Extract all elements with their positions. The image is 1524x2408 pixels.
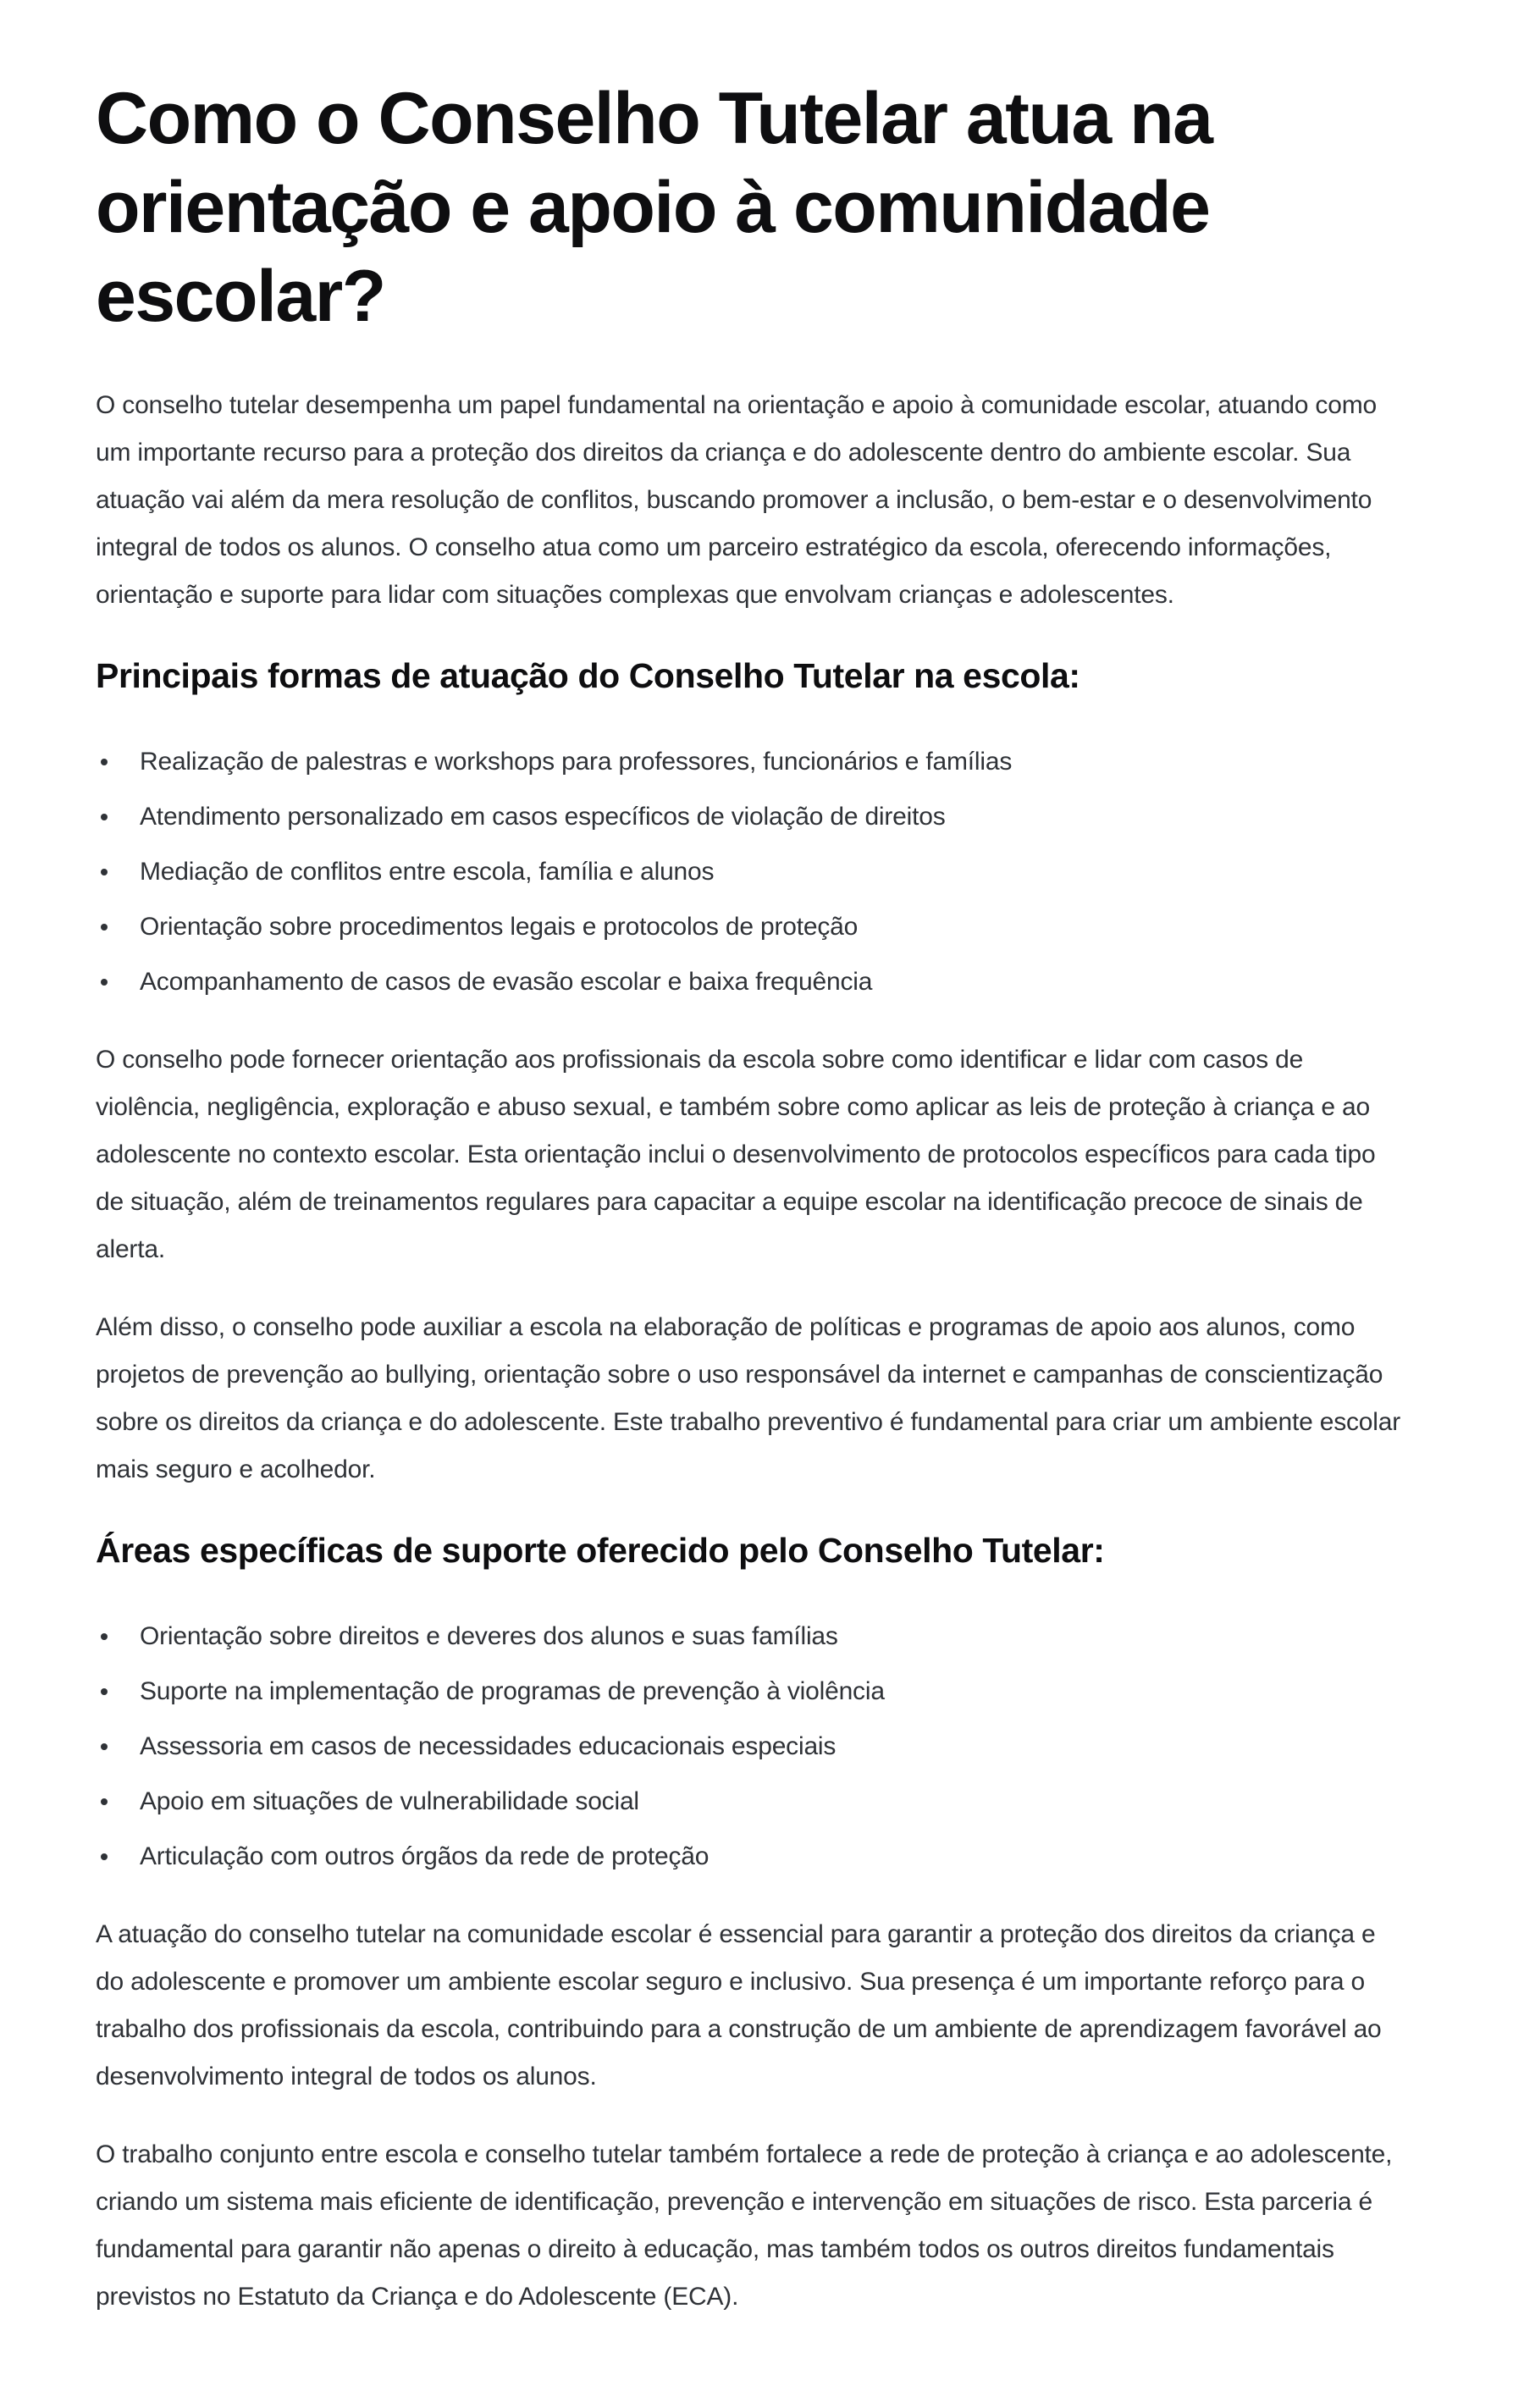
list-item: Realização de palestras e workshops para professores, funcionários e famílias <box>96 738 1404 786</box>
list-item: Mediação de conflitos entre escola, família e alunos <box>96 848 1404 896</box>
paragraph-trabalho-preventivo: Além disso, o conselho pode auxiliar a escola na elaboração de políticas e programas de apoio aos alunos, como projetos de prevenção ao bullying, orientação sobre o uso responsável da internet e campanhas de conscientização sobre os direitos da criança e do adolescente. Este trabalho preventivo é fundamental para criar um ambiente escolar mais seguro e acolhedor. <box>96 1313 1401 1483</box>
paragraph-conclusao: A atuação do conselho tutelar na comunidade escolar é essencial para garantir a proteção dos direitos da criança e do adolescente e promover um ambiente escolar seguro e inclusivo. Sua presença é um importante reforço para o trabalho dos profissionais da escola, contribuindo para a construção de um ambiente de aprendizagem favorável ao desenvolvimento integral de todos os alunos. <box>96 1920 1382 2090</box>
list-item: Orientação sobre procedimentos legais e protocolos de proteção <box>96 903 1404 951</box>
list-item: Apoio em situações de vulnerabilidade social <box>96 1778 1404 1825</box>
list-item: Orientação sobre direitos e deveres dos alunos e suas famílias <box>96 1613 1404 1660</box>
page-title: Como o Conselho Tutelar atua na orientação e apoio à comunidade escolar? <box>96 78 1212 337</box>
section-heading-areas-de-suporte: Áreas específicas de suporte oferecido pelo Conselho Tutelar: <box>96 1531 1105 1570</box>
paragraph-parceria-eca: O trabalho conjunto entre escola e conselho tutelar também fortalece a rede de proteção à criança e ao adolescente, criando um sistema mais eficiente de identificação, prevenção e intervenção em situações de risco. Esta parceria é fundamental para garantir não apenas o direito à educação, mas também todos os outros direitos fundamentais previstos no Estatuto da Criança e do Adolescente (ECA). <box>96 2140 1393 2311</box>
section-heading-formas-de-atuacao: Principais formas de atuação do Conselho Tutelar na escola: <box>96 656 1080 695</box>
list-item: Articulação com outros órgãos da rede de proteção <box>96 1833 1404 1881</box>
atuacao-list <box>96 738 1404 1006</box>
paragraph-orientacao-profissionais: O conselho pode fornecer orientação aos profissionais da escola sobre como identificar e lidar com casos de violência, negligência, exploração e abuso sexual, e também sobre como aplicar as leis de proteção à criança e ao adolescente no contexto escolar. Esta orientação inclui o desenvolvimento de protocolos específicos para cada tipo de situação, além de treinamentos regulares para capacitar a equipe escolar na identificação precoce de sinais de alerta. <box>96 1046 1376 1263</box>
list-item: Atendimento personalizado em casos específicos de violação de direitos <box>96 793 1404 841</box>
intro-paragraph: O conselho tutelar desempenha um papel fundamental na orientação e apoio à comunidade escolar, atuando como um importante recurso para a proteção dos direitos da criança e do adolescente dentro do ambiente escolar. Sua atuação vai além da mera resolução de conflitos, buscando promover a inclusão, o bem-estar e o desenvolvimento integral de todos os alunos. O conselho atua como um parceiro estratégico da escola, oferecendo informações, orientação e suporte para lidar com situações complexas que envolvam crianças e adolescentes. <box>96 391 1377 609</box>
areas-suporte-list <box>96 1613 1404 1881</box>
list-item: Suporte na implementação de programas de prevenção à violência <box>96 1668 1404 1715</box>
list-item: Assessoria em casos de necessidades educacionais especiais <box>96 1723 1404 1770</box>
list-item: Acompanhamento de casos de evasão escolar e baixa frequência <box>96 958 1404 1006</box>
